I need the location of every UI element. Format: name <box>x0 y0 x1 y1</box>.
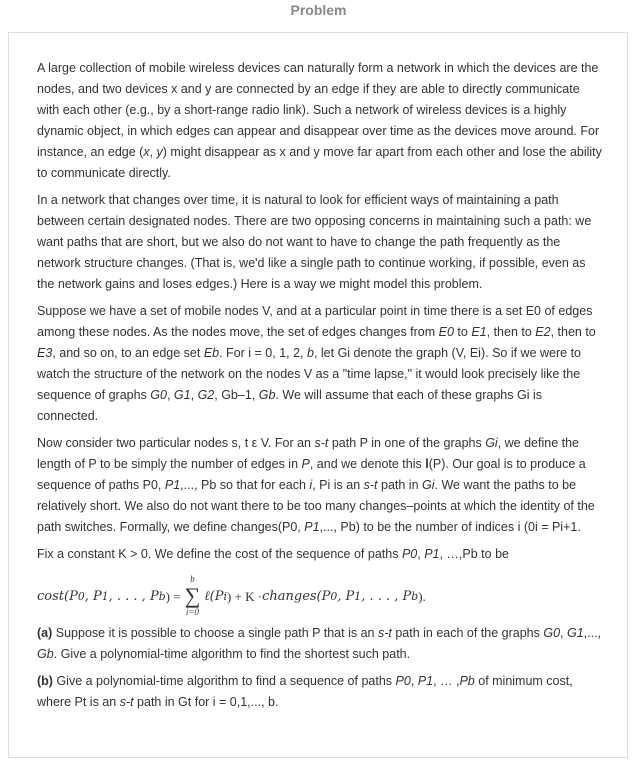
text-run: ,..., Pb) to be the number of indices i (0i = Pi+1. <box>319 520 581 534</box>
formula-lhs: cost(P <box>37 588 78 604</box>
math-p1: P1 <box>417 674 434 688</box>
math-gb: Gb <box>258 388 276 402</box>
summation <box>185 574 201 618</box>
text-run: , then to <box>486 325 536 339</box>
part-a <box>37 623 605 665</box>
math-i: i <box>309 478 313 492</box>
text-run: to <box>453 325 472 339</box>
math-p0: P0 <box>395 674 411 688</box>
text-run: Now consider two particular nodes s, t ε V. For an <box>37 436 315 450</box>
text-run: , <box>149 145 157 159</box>
paragraph-1 <box>37 58 605 184</box>
text-run: ,..., Pb so that for each <box>180 478 310 492</box>
text-run: , <box>166 388 174 402</box>
formula-equals: ) = <box>165 588 181 604</box>
math-gi: Gi <box>422 478 435 492</box>
text-run: path in each of the graphs <box>391 626 544 640</box>
text-run: of minimum cost, where Pt is an <box>37 674 573 709</box>
formula-sub: 0 <box>330 589 338 603</box>
formula-sub: 1 <box>354 589 362 603</box>
math-eb: Eb <box>203 346 220 360</box>
math-x: x <box>143 145 150 159</box>
part-b <box>37 671 605 713</box>
formula-text: , . . . , P <box>108 588 159 604</box>
text-run: In a network that changes over time, it is natural to look for efficient ways of maintaining a path between certain designated nodes. There are two opposing concerns in maintaining such a path: we want paths that are short, but we also do not want to have to change the path frequently as the network structure changes. (That is, we'd like a single path to continue working, if possible, even as the network gains and loses edges.) Here is a way we might model this problem. <box>37 193 592 291</box>
sum-upper-limit: b <box>190 574 195 584</box>
text-run: Suppose it is possible to choose a single path P that is an <box>52 626 378 640</box>
math-gi: Gi <box>485 436 498 450</box>
math-b: b <box>307 346 314 360</box>
math-p0: P0 <box>401 547 418 561</box>
text-run: , and we denote this <box>309 457 426 471</box>
sum-sign: ∑ <box>184 583 201 608</box>
math-y: y <box>156 145 163 159</box>
problem-content <box>37 58 605 719</box>
text-run: , Gb–1, <box>214 388 259 402</box>
formula-sub: i <box>223 589 227 603</box>
text-run: , Pi is an <box>312 478 364 492</box>
paragraph-2 <box>37 190 605 295</box>
text-run: path in <box>377 478 422 492</box>
problem-header <box>0 0 637 22</box>
text-run: ,..., <box>583 626 602 640</box>
problem-title: Problem <box>290 2 347 18</box>
math-p1: P1 <box>424 547 440 561</box>
math-g0: G0 <box>543 626 561 640</box>
math-e2: E2 <box>535 325 551 339</box>
text-run: , then to <box>550 325 596 339</box>
text-run: ) might disappear as x and y move far apart from each other and lose the ability to communicate directly. <box>37 145 602 180</box>
text-run: . We want the paths to be relatively short. We also do not want there to be too many changes–points at which the identity of the path switches. Formally, we define changes(P0, <box>37 478 595 534</box>
part-a-label: (a) <box>37 626 53 640</box>
math-gb: Gb <box>37 647 54 661</box>
math-st: s-t <box>377 626 392 640</box>
text-run: . For i = 0, 1, 2, <box>219 346 307 360</box>
sum-lower-limit: i=0 <box>185 607 199 617</box>
math-g2: G2 <box>197 388 215 402</box>
math-p1: P1 <box>164 478 181 492</box>
math-e0: E0 <box>438 325 454 339</box>
paragraph-5 <box>37 544 605 565</box>
text-run: . We will assume that each of these graphs Gi is connected. <box>37 388 542 423</box>
text-run: path in Gt for i = 0,1,..., b. <box>133 695 279 709</box>
formula-sub: b <box>411 589 419 603</box>
math-g1: G1 <box>173 388 191 402</box>
math-p: P <box>301 457 310 471</box>
formula-text: , P <box>337 588 355 604</box>
formula-term: ℓ(P <box>204 588 224 604</box>
text-run: , …,Pb to be <box>439 547 509 561</box>
problem-panel <box>8 32 628 758</box>
text-run: (P). Our goal is to produce a sequence of paths P0, <box>37 457 586 492</box>
math-g0: G0 <box>150 388 167 402</box>
text-run: A large collection of mobile wireless devices can naturally form a network in which the devices are the nodes, and two devices x and y are connected by an edge if they are able to directly communicate with each other (e.g., by a short-range radio link). Such a network of wireless devices is a highly dynamic object, in which edges can appear and disappear over time as the devices move around. For instance, an edge ( <box>37 61 600 159</box>
math-st: s-t <box>363 478 378 492</box>
formula-text: ) + K · <box>226 588 263 604</box>
formula-text: , . . . , P <box>361 588 412 604</box>
paragraph-3 <box>37 301 605 427</box>
formula-text: , P <box>84 588 102 604</box>
text-run: . Give a polynomial-time algorithm to find the shortest such path. <box>53 647 411 661</box>
formula-sub: 0 <box>77 589 85 603</box>
text-run: , … , <box>433 674 460 688</box>
text-run: , <box>410 674 418 688</box>
formula-sub: b <box>158 589 166 603</box>
math-st: s-t <box>314 436 329 450</box>
text-run: , and so on, to an edge set <box>52 346 204 360</box>
formula-text: ). <box>418 588 426 604</box>
text-run: path P in one of the graphs <box>328 436 486 450</box>
text-run: , let Gi denote the graph (V, Ei). So if we were to watch the structure of the network on the nodes V as a "time lapse," it would look precisely like the sequence of graphs <box>37 346 581 402</box>
formula-term: changes(P <box>262 588 331 604</box>
text-run: , <box>560 626 567 640</box>
text-run: Suppose we have a set of mobile nodes V, and at a particular point in time there is a set E0 of edges among these nodes. As the nodes move, the set of edges changes from <box>37 304 593 339</box>
math-length-l: l <box>425 457 429 471</box>
text-run: Give a polynomial-time algorithm to find a sequence of paths <box>52 674 396 688</box>
math-g1: G1 <box>566 626 584 640</box>
math-e1: E1 <box>471 325 487 339</box>
math-p1: P1 <box>304 520 320 534</box>
cost-formula <box>37 571 605 621</box>
math-pb: Pb <box>459 674 475 688</box>
math-st: s-t <box>119 695 134 709</box>
text-run: , we define the length of P to be simply the number of edges in <box>37 436 580 471</box>
text-run: , <box>190 388 198 402</box>
text-run: Fix a constant K > 0. We define the cost of the sequence of paths <box>37 547 402 561</box>
part-b-label: (b) <box>37 674 53 688</box>
paragraph-4 <box>37 433 605 538</box>
formula-sub: 1 <box>101 589 109 603</box>
math-e3: E3 <box>37 346 53 360</box>
text-run: , <box>417 547 425 561</box>
